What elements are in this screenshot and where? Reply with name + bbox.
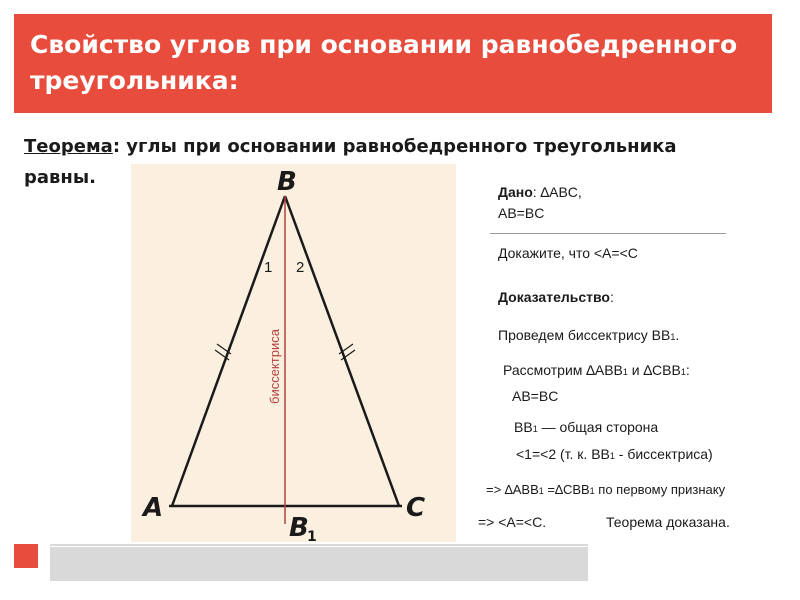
proof-step-1-text: Проведем биссектрису BB	[498, 327, 671, 343]
angle-1-label: 1	[264, 259, 273, 276]
given-label: Дано	[498, 184, 533, 200]
proof-step-6-a: => ∆ABB	[486, 482, 539, 497]
proof-step-2-c: :	[685, 362, 690, 378]
slide-title	[30, 27, 770, 99]
proof-step-2-sub1: 1	[622, 367, 628, 377]
theorem-label: Теорема	[24, 136, 113, 157]
vertex-b-label: B	[277, 167, 297, 197]
proof-step-6	[486, 482, 725, 497]
vertex-a-label: A	[143, 493, 164, 523]
theorem-text-line2: равны.	[24, 167, 96, 188]
prove-statement: Докажите, что <A=<C	[498, 245, 638, 261]
proof-step-3: AB=BC	[512, 388, 559, 404]
proof-conclusion: => <A=<C.	[478, 514, 547, 530]
proof-step-6-sub2: 1	[589, 486, 595, 496]
foot-b1-subscript: 1	[307, 529, 317, 542]
footer-accent-square	[14, 544, 38, 568]
proof-step-6-c: по первому признаку	[594, 482, 726, 497]
foot-b1-label: B	[289, 513, 309, 542]
slide-title-line2: треугольника:	[30, 66, 239, 95]
proof-step-1	[498, 327, 679, 343]
proof-step-2-a: Рассмотрим ∆ABB	[503, 362, 623, 378]
angle-2-label: 2	[296, 259, 305, 276]
footer-bar	[50, 544, 588, 581]
tick-marks-ab	[215, 344, 231, 360]
proof-step-5-b: - биссектриса)	[614, 446, 713, 462]
proof-step-1-sub: 1	[670, 332, 676, 342]
proof-step-2	[503, 362, 690, 378]
given-line2: AB=BC	[498, 205, 545, 221]
proof-step-2-sub2: 1	[680, 367, 686, 377]
triangle-figure	[131, 164, 456, 542]
slide-title-line1: Свойство углов при основании равнобедренного	[30, 30, 738, 59]
proof-step-6-sub1: 1	[538, 486, 544, 496]
title-banner	[14, 14, 772, 113]
proof-step-5-a: <1=<2 (т. к. BB	[516, 446, 610, 462]
side-bc	[285, 196, 399, 506]
vertex-c-label: C	[406, 493, 426, 523]
theorem-text-line1: : углы при основании равнобедренного треугольника	[112, 136, 677, 157]
proof-heading	[498, 289, 614, 305]
given-text: : ∆ABC,	[532, 184, 582, 200]
proof-step-2-b: и ∆CBB	[627, 362, 681, 378]
given-divider	[490, 233, 726, 234]
proof-colon: :	[609, 289, 614, 305]
proof-step-5-sub: 1	[609, 451, 615, 461]
proof-step-4-sub: 1	[532, 424, 538, 434]
proof-label: Доказательство	[498, 289, 610, 305]
bisector-label: биссектриса	[267, 329, 282, 404]
proof-step-5	[516, 446, 713, 462]
isosceles-triangle-diagram	[131, 164, 456, 542]
proof-step-1-end: .	[675, 327, 680, 343]
footer-bar-stripe	[50, 546, 588, 547]
proof-step-4	[514, 419, 658, 435]
given-line1	[498, 184, 582, 200]
proof-step-6-b: =∆CBB	[543, 482, 590, 497]
proof-step-4-a: BB	[514, 419, 533, 435]
proof-done: Теорема доказана.	[606, 514, 730, 530]
proof-step-4-b: — общая сторона	[537, 419, 659, 435]
